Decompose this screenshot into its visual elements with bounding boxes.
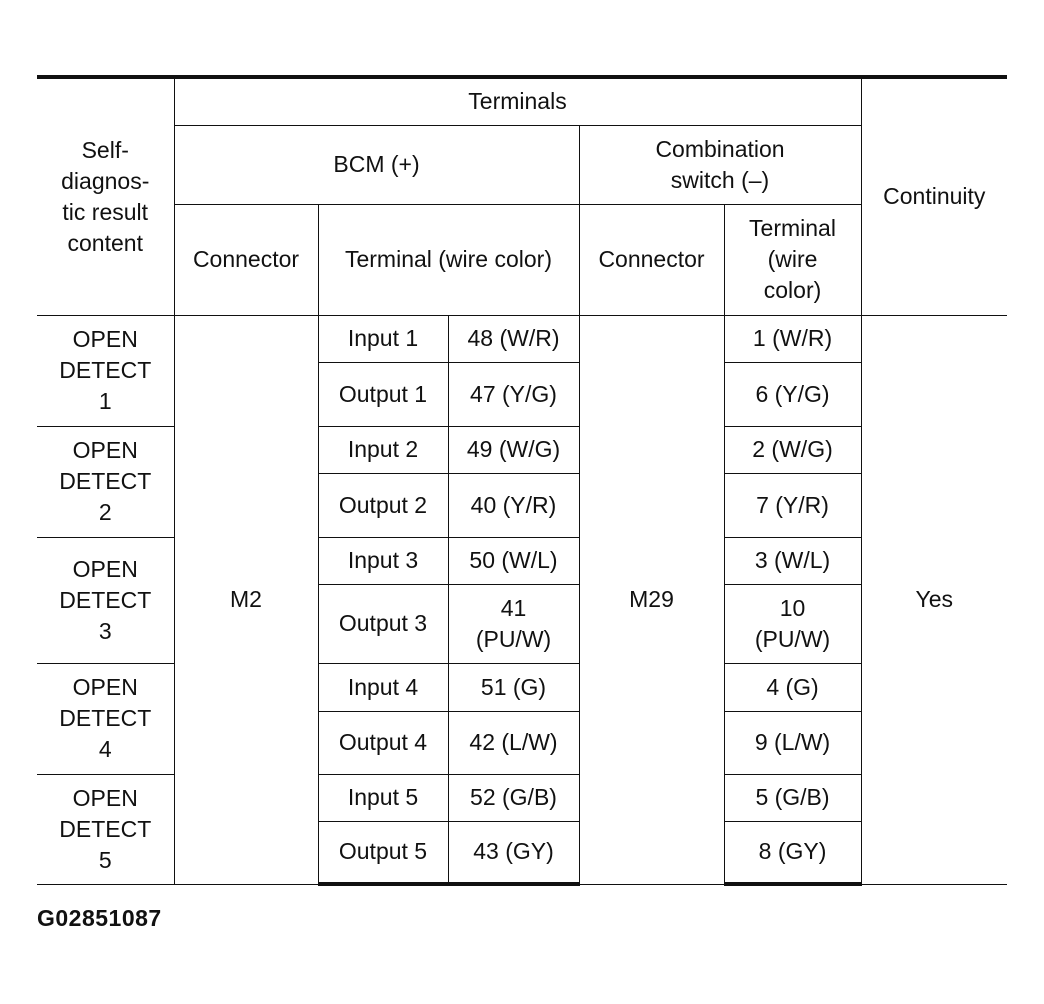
io-label: Input 4 xyxy=(318,663,448,711)
bcm-terminal-value: 43 (GY) xyxy=(448,821,579,884)
table-row xyxy=(37,315,1007,362)
header-bcm-terminal: Terminal (wire color) xyxy=(318,204,579,315)
io-label: Output 2 xyxy=(318,473,448,537)
self-diagnostic-result: OPEN DETECT 1 xyxy=(37,315,174,426)
continuity-table xyxy=(37,75,1007,886)
bcm-terminal-value: 40 (Y/R) xyxy=(448,473,579,537)
combo-connector-value: M29 xyxy=(579,315,724,884)
io-label: Output 3 xyxy=(318,584,448,663)
header-bcm: BCM (+) xyxy=(174,125,579,204)
io-label: Input 2 xyxy=(318,426,448,473)
bcm-terminal-value: 41 (PU/W) xyxy=(448,584,579,663)
bcm-terminal-value: 52 (G/B) xyxy=(448,774,579,821)
combo-terminal-value: 9 (L/W) xyxy=(724,711,861,774)
self-diagnostic-result: OPEN DETECT 4 xyxy=(37,663,174,774)
self-diagnostic-result: OPEN DETECT 3 xyxy=(37,537,174,663)
header-bcm-connector: Connector xyxy=(174,204,318,315)
header-combination-switch: Combination switch (–) xyxy=(579,125,861,204)
combo-terminal-value: 10 (PU/W) xyxy=(724,584,861,663)
combo-terminal-value: 3 (W/L) xyxy=(724,537,861,584)
self-diagnostic-result: OPEN DETECT 2 xyxy=(37,426,174,537)
bcm-terminal-value: 51 (G) xyxy=(448,663,579,711)
combo-terminal-value: 4 (G) xyxy=(724,663,861,711)
combo-terminal-value: 1 (W/R) xyxy=(724,315,861,362)
combo-terminal-value: 2 (W/G) xyxy=(724,426,861,473)
header-terminals: Terminals xyxy=(174,77,861,125)
io-label: Output 4 xyxy=(318,711,448,774)
io-label: Input 5 xyxy=(318,774,448,821)
combo-terminal-value: 7 (Y/R) xyxy=(724,473,861,537)
io-label: Output 1 xyxy=(318,362,448,426)
header-combo-terminal: Terminal (wire color) xyxy=(724,204,861,315)
bcm-connector-value: M2 xyxy=(174,315,318,884)
bcm-terminal-value: 47 (Y/G) xyxy=(448,362,579,426)
bcm-terminal-value: 48 (W/R) xyxy=(448,315,579,362)
header-combo-connector: Connector xyxy=(579,204,724,315)
self-diagnostic-result: OPEN DETECT 5 xyxy=(37,774,174,884)
combo-terminal-value: 5 (G/B) xyxy=(724,774,861,821)
io-label: Input 3 xyxy=(318,537,448,584)
continuity-value: Yes xyxy=(861,315,1007,884)
figure-id: G02851087 xyxy=(37,905,162,931)
io-label: Input 1 xyxy=(318,315,448,362)
bcm-terminal-value: 50 (W/L) xyxy=(448,537,579,584)
combo-terminal-value: 6 (Y/G) xyxy=(724,362,861,426)
combo-terminal-value: 8 (GY) xyxy=(724,821,861,884)
header-continuity: Continuity xyxy=(861,77,1007,315)
bcm-terminal-value: 49 (W/G) xyxy=(448,426,579,473)
header-self-diagnostic: Self- diagnos- tic result content xyxy=(37,77,174,315)
io-label: Output 5 xyxy=(318,821,448,884)
bcm-terminal-value: 42 (L/W) xyxy=(448,711,579,774)
